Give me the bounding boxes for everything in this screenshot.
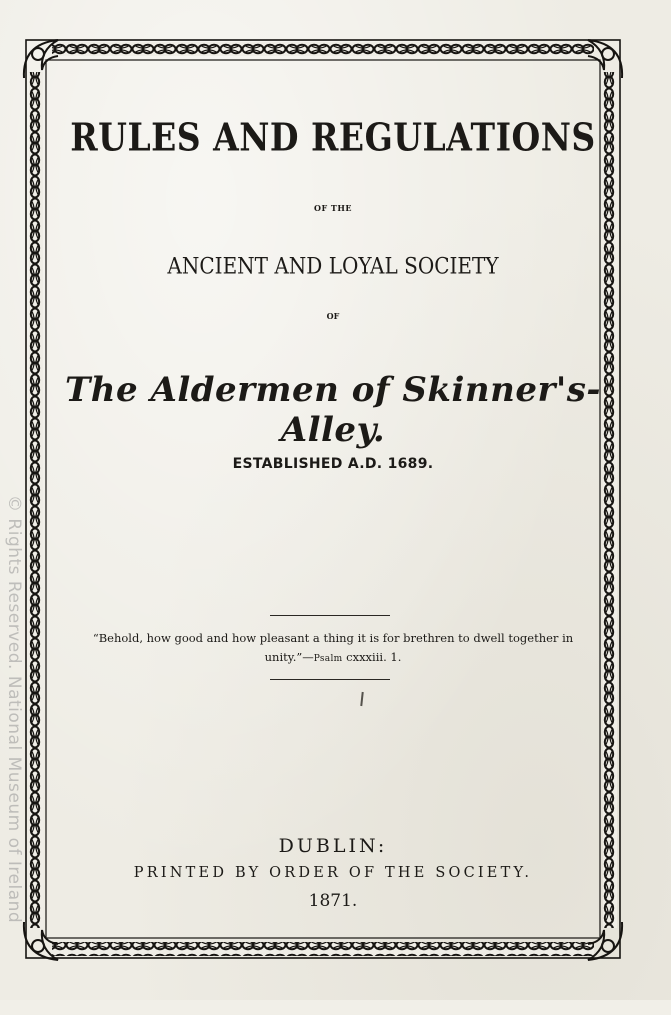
quote-top-rule (270, 615, 390, 616)
society-descriptor: ANCIENT AND LOYAL SOCIETY (167, 252, 499, 280)
imprint-printer: PRINTED BY ORDER OF THE SOCIETY. (133, 865, 533, 881)
of-the-label: OF THE (313, 203, 353, 213)
established-date: ESTABLISHED A.D. 1689. (232, 456, 434, 472)
imprint-year: 1871. (308, 891, 358, 911)
quote-text: “Behold, how good and how pleasant a thing it is for brethren to dwell together in unity.”— (92, 631, 574, 664)
quote-source: Psalm (313, 654, 343, 664)
of-label: OF (326, 311, 340, 321)
imprint-city: DUBLIN: (278, 835, 388, 857)
society-name: The Aldermen of Skinner's-Alley. (64, 370, 602, 450)
quote-reference: cxxxiii. 1. (342, 650, 402, 664)
scripture-quote (90, 629, 576, 669)
quote-bottom-rule (270, 679, 390, 680)
copyright-watermark: © Rights Reserved. National Museum of Ireland (4, 495, 24, 924)
document-title: RULES AND REGULATIONS (70, 115, 596, 160)
